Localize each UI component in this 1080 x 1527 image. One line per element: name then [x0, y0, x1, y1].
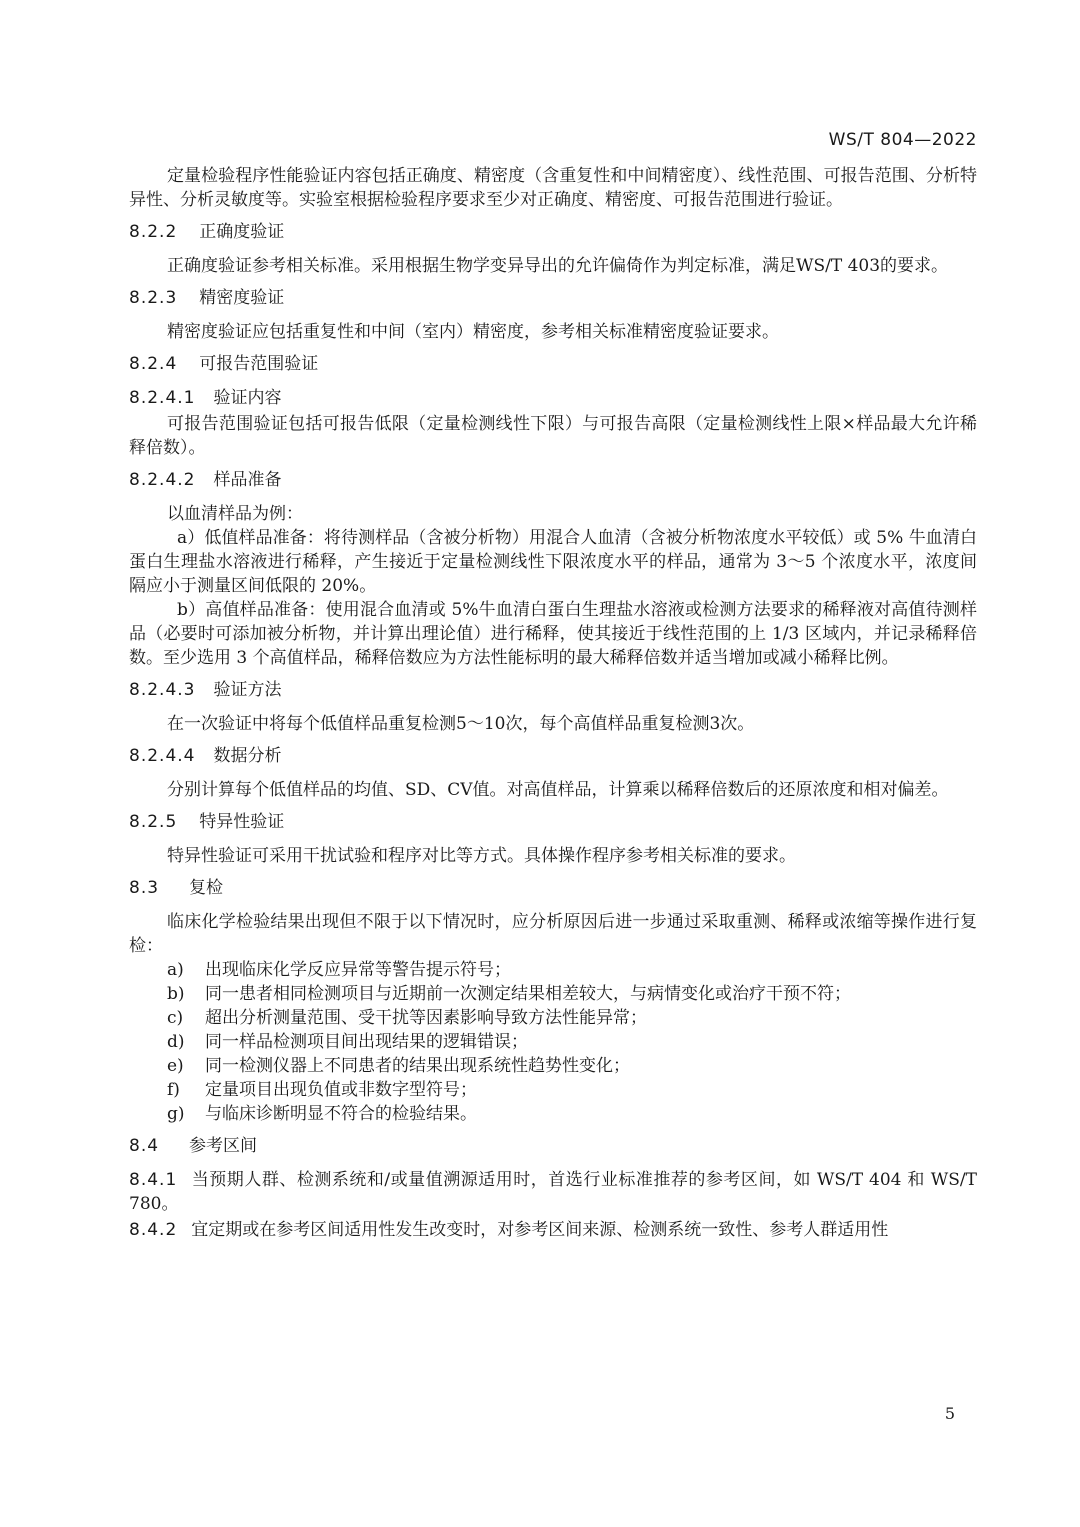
heading-8-2-2: [129, 220, 977, 244]
heading-8-3: [129, 876, 977, 900]
heading-title: 验证方法: [213, 680, 282, 700]
document-body: [129, 164, 977, 1244]
heading-8-4: [129, 1134, 977, 1158]
heading-8-2-4-4: [129, 744, 977, 768]
heading-title: 参考区间: [189, 1136, 258, 1156]
paragraph-8-2-4-3: 在一次验证中将每个低值样品重复检测5～10次，每个高值样品重复检测3次。: [167, 714, 755, 734]
heading-title: 正确度验证: [199, 222, 285, 242]
heading-title: 可报告范围验证: [199, 354, 319, 374]
list-text: 同一检测仪器上不同患者的结果出现系统性趋势性变化；: [205, 1056, 630, 1076]
page-number: 5: [944, 1404, 955, 1423]
list-item: [129, 1102, 977, 1126]
list-item: [129, 1054, 977, 1078]
paragraph-8-2-5: 特异性验证可采用干扰试验和程序对比等方式。具体操作程序参考相关标准的要求。: [167, 846, 796, 866]
list-marker: c): [167, 1008, 184, 1028]
paragraph-8-2-4-2-lead: 以血清样品为例：: [167, 504, 303, 524]
heading-title: 样品准备: [213, 470, 282, 490]
list-marker: d): [167, 1032, 185, 1052]
heading-number: 8.2.5: [129, 812, 178, 832]
list-marker: f): [167, 1080, 180, 1100]
list-item: [129, 982, 977, 1006]
list-marker: g): [167, 1104, 185, 1124]
heading-number: 8.2.3: [129, 288, 178, 308]
list-text: 同一样品检测项目间出现结果的逻辑错误；: [205, 1032, 528, 1052]
clause-text: 宜定期或在参考区间适用性发生改变时，对参考区间来源、检测系统一致性、参考人群适用性: [191, 1220, 889, 1240]
heading-8-2-5: [129, 810, 977, 834]
list-text: 与临床诊断明显不符合的检验结果。: [205, 1104, 477, 1124]
heading-number: 8.3: [129, 878, 160, 898]
list-text: 同一患者相同检测项目与近期前一次测定结果相差较大，与病情变化或治疗干预不符；: [205, 984, 851, 1004]
paragraph-8-4-1: [129, 1168, 977, 1216]
paragraph-8-2-3: 精密度验证应包括重复性和中间（室内）精密度，参考相关标准精密度验证要求。: [167, 322, 779, 342]
heading-title: 验证内容: [213, 388, 282, 408]
heading-8-2-4-3: [129, 678, 977, 702]
heading-title: 复检: [189, 878, 224, 898]
heading-number: 8.2.2: [129, 222, 178, 242]
clause-number: 8.4.2: [129, 1220, 178, 1240]
list-item: [129, 1006, 977, 1030]
heading-8-2-4-1: [129, 386, 977, 410]
clause-number: 8.4.1: [129, 1170, 178, 1190]
heading-8-2-4-2: [129, 468, 977, 492]
heading-number: 8.4: [129, 1136, 160, 1156]
recheck-list: [129, 958, 977, 1126]
paragraph-8-2-4-1: 可报告范围验证包括可报告低限（定量检测线性下限）与可报告高限（定量检测线性上限×样品最大允许稀释倍数）。: [129, 414, 977, 458]
heading-title: 数据分析: [213, 746, 282, 766]
paragraph-8-4-2: [129, 1218, 977, 1242]
heading-8-2-4: [129, 352, 977, 376]
list-text: 定量项目出现负值或非数字型符号；: [205, 1080, 477, 1100]
list-marker: a): [167, 960, 184, 980]
heading-number: 8.2.4.2: [129, 470, 196, 490]
paragraph-8-3: 临床化学检验结果出现但不限于以下情况时，应分析原因后进一步通过采取重测、稀释或浓缩等操作进行复检：: [129, 912, 977, 956]
heading-number: 8.2.4.1: [129, 388, 196, 408]
list-item: [129, 958, 977, 982]
heading-title: 特异性验证: [199, 812, 285, 832]
paragraph-8-2-2: 正确度验证参考相关标准。采用根据生物学变异导出的允许偏倚作为判定标准，满足WS/T 403的要求。: [167, 256, 949, 276]
list-marker: b): [167, 984, 185, 1004]
intro-paragraph: 定量检验程序性能验证内容包括正确度、精密度（含重复性和中间精密度）、线性范围、可报告范围、分析特异性、分析灵敏度等。实验室根据检验程序要求至少对正确度、精密度、可报告范围进行验证。: [129, 166, 977, 210]
paragraph-8-2-4-2-b: b）高值样品准备：使用混合血清或 5%牛血清白蛋白生理盐水溶液或检测方法要求的稀释液对高值待测样品（必要时可添加被分析物，并计算出理论值）进行稀释，使其接近于线性范围的上 1/3 区域内，并记录稀释倍数。至少选用 3 个高值样品，稀释倍数应为方法性能标明的最大稀释倍数并适当增加或减小稀释比例。: [129, 600, 977, 668]
list-marker: e): [167, 1056, 184, 1076]
heading-title: 精密度验证: [199, 288, 285, 308]
heading-number: 8.2.4.4: [129, 746, 196, 766]
standard-code: WS/T 804—2022: [828, 130, 977, 150]
paragraph-8-2-4-2-a: a）低值样品准备：将待测样品（含被分析物）用混合人血清（含被分析物浓度水平较低）或 5% 牛血清白蛋白生理盐水溶液进行稀释，产生接近于定量检测线性下限浓度水平的样品，通常为 3～5 个浓度水平，浓度间隔应小于测量区间低限的 20%。: [129, 528, 977, 596]
list-item: [129, 1030, 977, 1054]
heading-8-2-3: [129, 286, 977, 310]
paragraph-8-2-4-4: 分别计算每个低值样品的均值、SD、CV值。对高值样品，计算乘以稀释倍数后的还原浓度和相对偏差。: [167, 780, 949, 800]
list-item: [129, 1078, 977, 1102]
heading-number: 8.2.4.3: [129, 680, 196, 700]
list-text: 出现临床化学反应异常等警告提示符号；: [205, 960, 511, 980]
clause-text: 当预期人群、检测系统和/或量值溯源适用时，首选行业标准推荐的参考区间，如 WS/T 404 和 WS/T 780。: [129, 1170, 977, 1214]
list-text: 超出分析测量范围、受干扰等因素影响导致方法性能异常；: [205, 1008, 647, 1028]
heading-number: 8.2.4: [129, 354, 178, 374]
